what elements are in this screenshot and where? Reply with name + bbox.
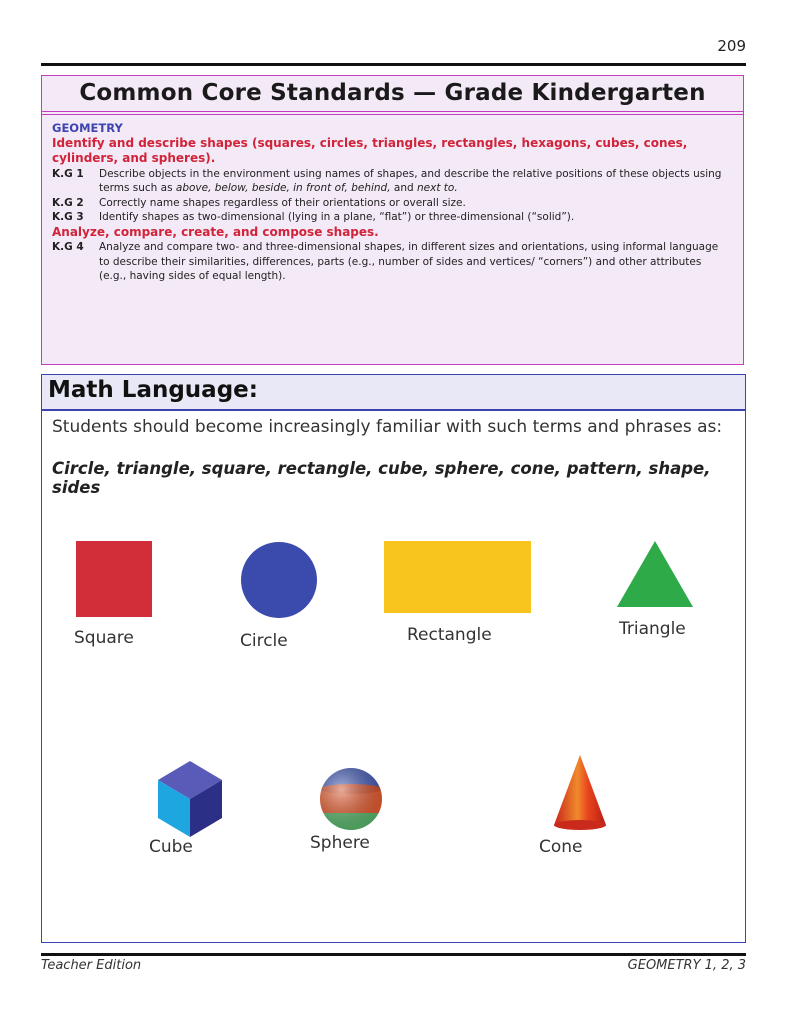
standards-title: Common Core Standards — Grade Kindergarten [79, 80, 706, 106]
standard-row [52, 167, 731, 196]
top-rule [41, 63, 746, 66]
cluster-heading: Identify and describe shapes (squares, circles, triangles, rectangles, hexagons, cubes, cones, cylinders, and spheres). [52, 135, 688, 165]
standard-code: K.G 1 [52, 167, 84, 180]
standard-text: Identify shapes as two-dimensional (lying in a plane, “flat”) or three-dimensional (“solid”). [99, 211, 575, 223]
title-rule [42, 114, 743, 115]
standard-row [52, 210, 731, 225]
title-rule [42, 111, 743, 112]
cluster-heading: Analyze, compare, create, and compose shapes. [52, 224, 379, 239]
standards-content [52, 121, 731, 284]
math-language-header [42, 375, 745, 411]
standard-code: K.G 2 [52, 196, 84, 209]
cube-label: Cube [149, 837, 193, 857]
footer-left: Teacher Edition [41, 958, 142, 973]
cone-shape [552, 755, 608, 833]
math-language-title: Math Language: [48, 377, 258, 403]
rectangle-shape [384, 541, 531, 613]
cube-shape [156, 761, 224, 837]
standard-row [52, 196, 731, 211]
bottom-rule [41, 953, 746, 956]
standard-row [52, 240, 731, 284]
math-language-intro: Students should become increasingly familiar with such terms and phrases as: [52, 417, 723, 437]
math-language-terms: Circle, triangle, square, rectangle, cube, sphere, cone, pattern, shape, sides [52, 459, 711, 497]
standard-code: K.G 4 [52, 241, 84, 253]
page-number: 209 [717, 37, 746, 55]
rectangle-label: Rectangle [407, 625, 492, 645]
math-language-box [41, 374, 746, 943]
standard-text: Describe objects in the environment using names of shapes, and describe the relative positions of these objects using terms such as above, below, beside, in front of, behind, and next to. [99, 167, 722, 194]
domain-heading: GEOMETRY [52, 121, 123, 135]
triangle-label: Triangle [619, 619, 686, 639]
cone-label: Cone [539, 837, 583, 857]
standard-text: Correctly name shapes regardless of their orientations or overall size. [99, 196, 466, 209]
square-shape [76, 541, 152, 617]
sphere-label: Sphere [310, 833, 370, 853]
standards-box [41, 75, 744, 365]
sphere-shape [319, 767, 383, 831]
circle-label: Circle [240, 631, 288, 651]
footer-right: GEOMETRY 1, 2, 3 [627, 958, 746, 973]
standard-code: K.G 3 [52, 211, 84, 223]
square-label: Square [74, 628, 134, 648]
triangle-shape [617, 541, 693, 607]
standard-text: Analyze and compare two- and three-dimensional shapes, in different sizes and orientations, using informal language to describe their similarities, differences, parts (e.g., number of sides and vertices/ “corners”) and other attributes (e.g., having sides of equal length). [99, 241, 719, 282]
circle-shape [240, 541, 318, 619]
